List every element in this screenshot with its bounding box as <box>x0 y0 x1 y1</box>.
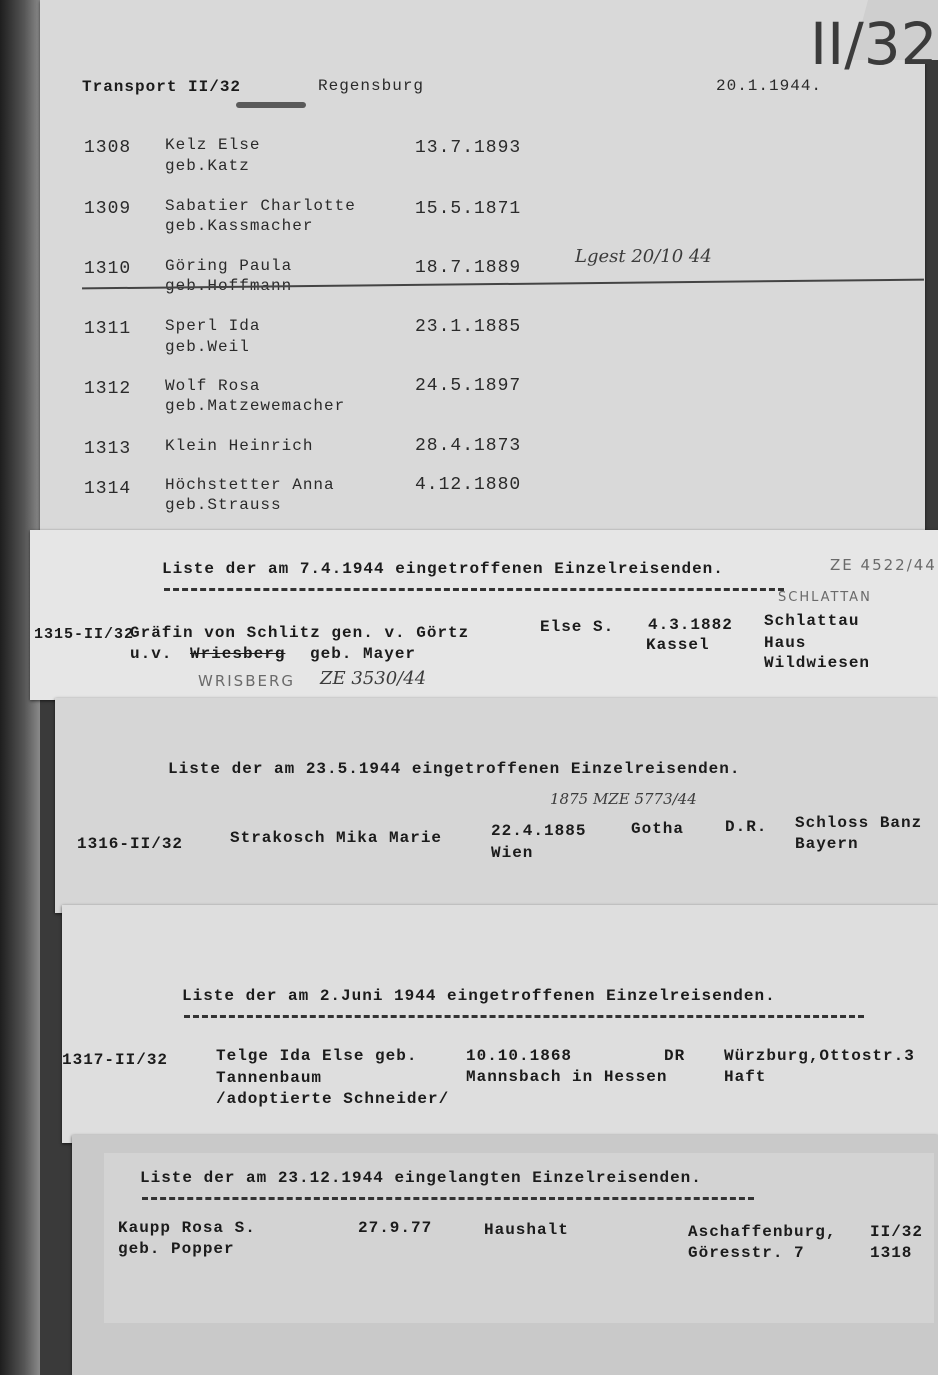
date-of-birth: 4.3.1882 <box>648 616 733 634</box>
person-name: Strakosch Mika Marie <box>230 829 443 847</box>
place-line-3: Wildwiesen <box>764 654 871 672</box>
name-line-2: geb. Popper <box>118 1240 235 1258</box>
name-line-2-birthname: geb. Mayer <box>310 645 417 663</box>
birthplace: Wien <box>491 844 534 862</box>
slip-number: 1316-II/32 <box>77 835 184 853</box>
entry-dob: 23.1.1885 <box>415 317 522 337</box>
residence: Gotha <box>631 820 685 838</box>
entry-birthname: geb.Matzewemacher <box>165 397 346 415</box>
address-line-2: Bayern <box>795 835 859 853</box>
entry-dob: 4.12.1880 <box>415 475 522 495</box>
address-line-2: Haft <box>724 1068 767 1086</box>
title-underline <box>142 1197 754 1200</box>
slip-inner-card <box>104 1153 934 1323</box>
city: Regensburg <box>318 77 425 95</box>
slip-june-1944 <box>62 905 938 1143</box>
underline-mark <box>236 102 306 108</box>
slip-number: 1317-II/32 <box>62 1051 169 1069</box>
birthplace: Mannsbach in Hessen <box>466 1068 668 1086</box>
entry-birthname: geb.Weil <box>165 338 250 356</box>
entry-dob: 28.4.1873 <box>415 436 522 456</box>
title-underline <box>184 1015 864 1018</box>
slip-title: Liste der am 7.4.1944 eingetroffenen Einzelreisenden. <box>162 560 724 578</box>
entry-birthname: geb.Kassmacher <box>165 217 314 235</box>
entry-name: Höchstetter Anna <box>165 476 335 494</box>
name-line-2-prefix: u.v. <box>130 645 173 663</box>
slip-april-1944 <box>30 530 938 700</box>
entry-name: Klein Heinrich <box>165 437 314 455</box>
nationality: D.R. <box>725 818 768 836</box>
place-line-2: Haus <box>764 634 807 652</box>
date-of-birth: 10.10.1868 <box>466 1047 573 1065</box>
transport-list-sheet <box>40 0 938 540</box>
name-line-1: Telge Ida Else geb. <box>216 1047 418 1065</box>
date-of-birth: 27.9.77 <box>358 1219 433 1237</box>
entry-birthname: geb.Strauss <box>165 496 282 514</box>
name-line-1: Gräfin von Schlitz gen. v. Görtz <box>130 624 470 642</box>
given-name: Else S. <box>540 618 615 636</box>
entry-number: 1308 <box>84 138 132 158</box>
handwritten-ze-number-2: ZE 3530/44 <box>320 668 427 689</box>
entry-birthname: geb.Katz <box>165 157 250 175</box>
entry-number: 1310 <box>84 259 132 279</box>
list-date: 20.1.1944. <box>716 77 823 95</box>
address-line-1: Aschaffenburg, <box>688 1223 837 1241</box>
entry-birthname: geb.Hoffmann <box>165 277 293 295</box>
nationality: DR <box>664 1047 686 1065</box>
entry-name: Göring Paula <box>165 257 293 275</box>
place-line-1: Schlattau <box>764 612 860 630</box>
entry-dob: 24.5.1897 <box>415 376 522 396</box>
handwritten-note: Lgest 20/10 44 <box>575 246 712 267</box>
slip-title: Liste der am 23.12.1944 eingelangten Einzelreisenden. <box>140 1169 702 1187</box>
entry-dob: 15.5.1871 <box>415 199 522 219</box>
entry-dob: 18.7.1889 <box>415 258 522 278</box>
entry-number: 1313 <box>84 439 132 459</box>
entry-number: 1314 <box>84 479 132 499</box>
entry-number: 1312 <box>84 379 132 399</box>
handwritten-place: SCHLATTAN <box>778 590 872 605</box>
slip-title: Liste der am 2.Juni 1944 eingetroffenen Einzelreisenden. <box>182 987 776 1005</box>
entry-name: Sperl Ida <box>165 317 261 335</box>
entry-dob: 13.7.1893 <box>415 138 522 158</box>
name-line-2: Tannenbaum <box>216 1069 323 1087</box>
entry-number: 1311 <box>84 319 132 339</box>
name-line-2-struck: Wriesberg <box>190 645 286 663</box>
slip-title: Liste der am 23.5.1944 eingetroffenen Einzelreisenden. <box>168 760 741 778</box>
transport-label: Transport II/32 <box>82 78 242 96</box>
slip-number: 1318 <box>870 1244 913 1262</box>
handwritten-correction: WRISBERG <box>198 672 296 690</box>
slip-may-1944 <box>55 698 938 913</box>
slip-number: 1315-II/32 <box>34 626 135 643</box>
entry-name: Wolf Rosa <box>165 377 261 395</box>
address-line-1: Würzburg,Ottostr.3 <box>724 1047 915 1065</box>
entry-name: Kelz Else <box>165 136 261 154</box>
birthplace: Kassel <box>646 636 710 654</box>
handwritten-annotation: 1875 MZE 5773/44 <box>550 790 697 808</box>
transport-code: II/32 <box>870 1223 924 1241</box>
name-line-3: /adoptierte Schneider/ <box>216 1090 450 1108</box>
entry-number: 1309 <box>84 199 132 219</box>
address-line-1: Schloss Banz <box>795 814 923 832</box>
slip-december-1944 <box>72 1135 938 1375</box>
address-line-2: Göresstr. 7 <box>688 1244 805 1262</box>
occupation: Haushalt <box>484 1221 569 1239</box>
date-of-birth: 22.4.1885 <box>491 822 587 840</box>
corner-transport-mark: II/32 <box>810 10 938 78</box>
entry-name: Sabatier Charlotte <box>165 197 356 215</box>
title-underline <box>164 588 784 591</box>
handwritten-ze-number: ZE 4522/44 <box>830 556 937 574</box>
name-line-1: Kaupp Rosa S. <box>118 1219 256 1237</box>
